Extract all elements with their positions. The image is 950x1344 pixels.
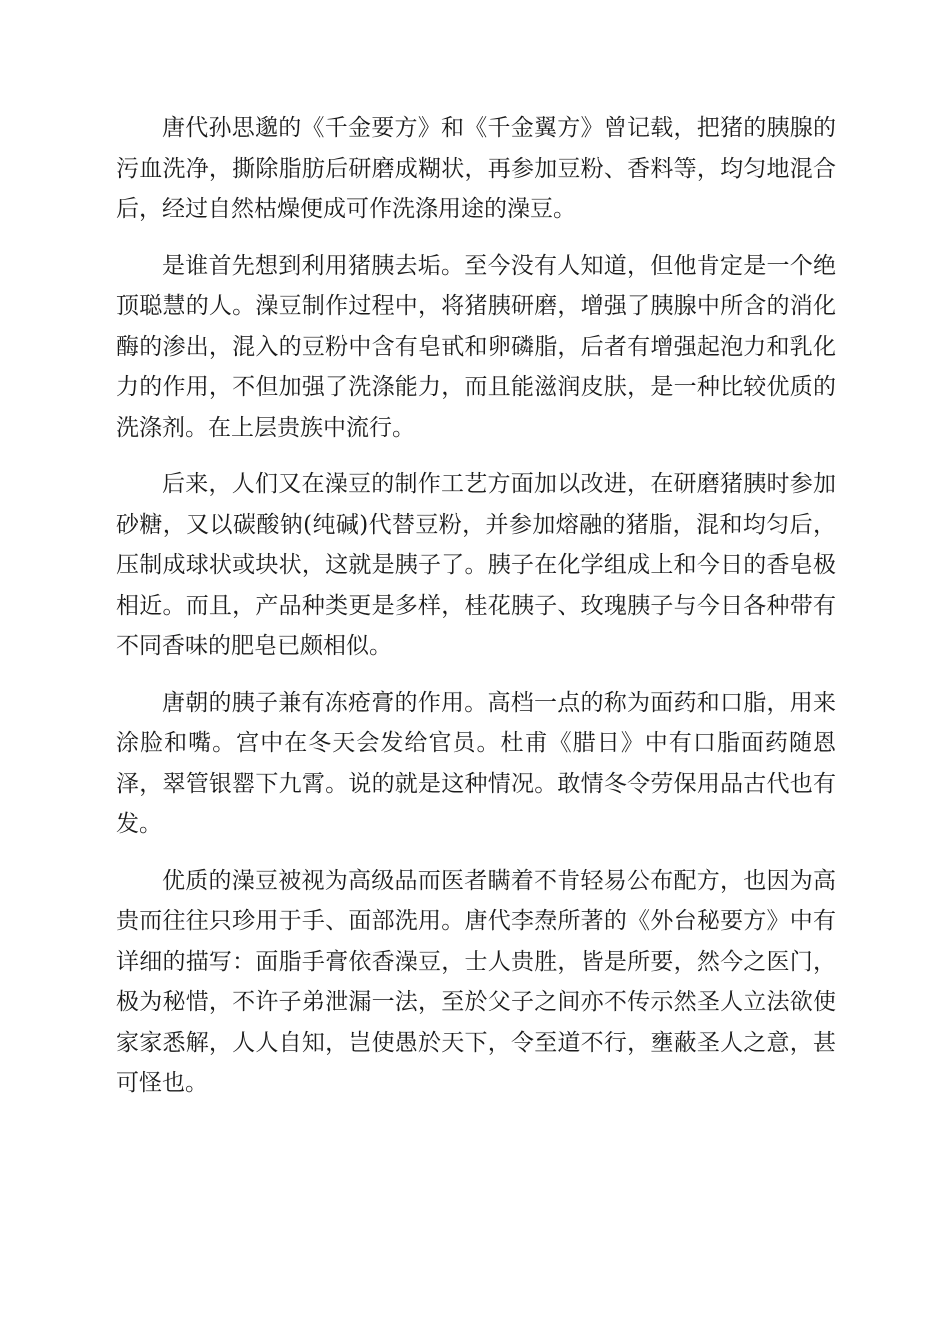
paragraph-3: 后来，人们又在澡豆的制作工艺方面加以改进，在研磨猪胰时参加砂糖，又以碳酸钠(纯碱)代替豆粉，并参加熔融的猪脂，混和均匀后，压制成球状或块状，这就是胰子了。胰子在化学组成上和今日的香皂极相近。而且，产品种类更是多样，桂花胰子、玫瑰胰子与今日各种带有不同香味的肥皂已颇相似。 xyxy=(116,471,836,659)
paragraph-4: 唐朝的胰子兼有冻疮膏的作用。高档一点的称为面药和口脂，用来涂脸和嘴。宫中在冬天会发给官员。杜甫《腊日》中有口脂面药随恩泽，翠管银罂下九霄。说的就是这种情况。敢情冬令劳保用品古代也有发。 xyxy=(116,689,836,837)
paragraph-5: 优质的澡豆被视为高级品而医者瞒着不肯轻易公布配方，也因为高贵而往往只珍用于手、面部洗用。唐代李焘所著的《外台秘要方》中有详细的描写：面脂手膏依香澡豆，士人贵胜，皆是所要，然今之医门，极为秘惜，不许子弟泄漏一法，至於父子之间亦不传示然圣人立法欲使家家悉解，人人自知，岂使愚於天下，令至道不行，壅蔽圣人之意，甚可怪也。 xyxy=(116,867,836,1096)
paragraph-1: 唐代孙思邈的《千金要方》和《千金翼方》曾记载，把猪的胰腺的污血洗净，撕除脂肪后研磨成糊状，再参加豆粉、香料等，均匀地混合后，经过自然枯燥便成可作洗涤用途的澡豆。 xyxy=(116,115,836,222)
paragraph-2: 是谁首先想到利用猪胰去垢。至今没有人知道，但他肯定是一个绝顶聪慧的人。澡豆制作过程中，将猪胰研磨，增强了胰腺中所含的消化酶的渗出，混入的豆粉中含有皂甙和卵磷脂，后者有增强起泡力和乳化力的作用，不但加强了洗涤能力，而且能滋润皮肤，是一种比较优质的洗涤剂。在上层贵族中流行。 xyxy=(116,252,836,441)
document-body xyxy=(116,108,836,1120)
